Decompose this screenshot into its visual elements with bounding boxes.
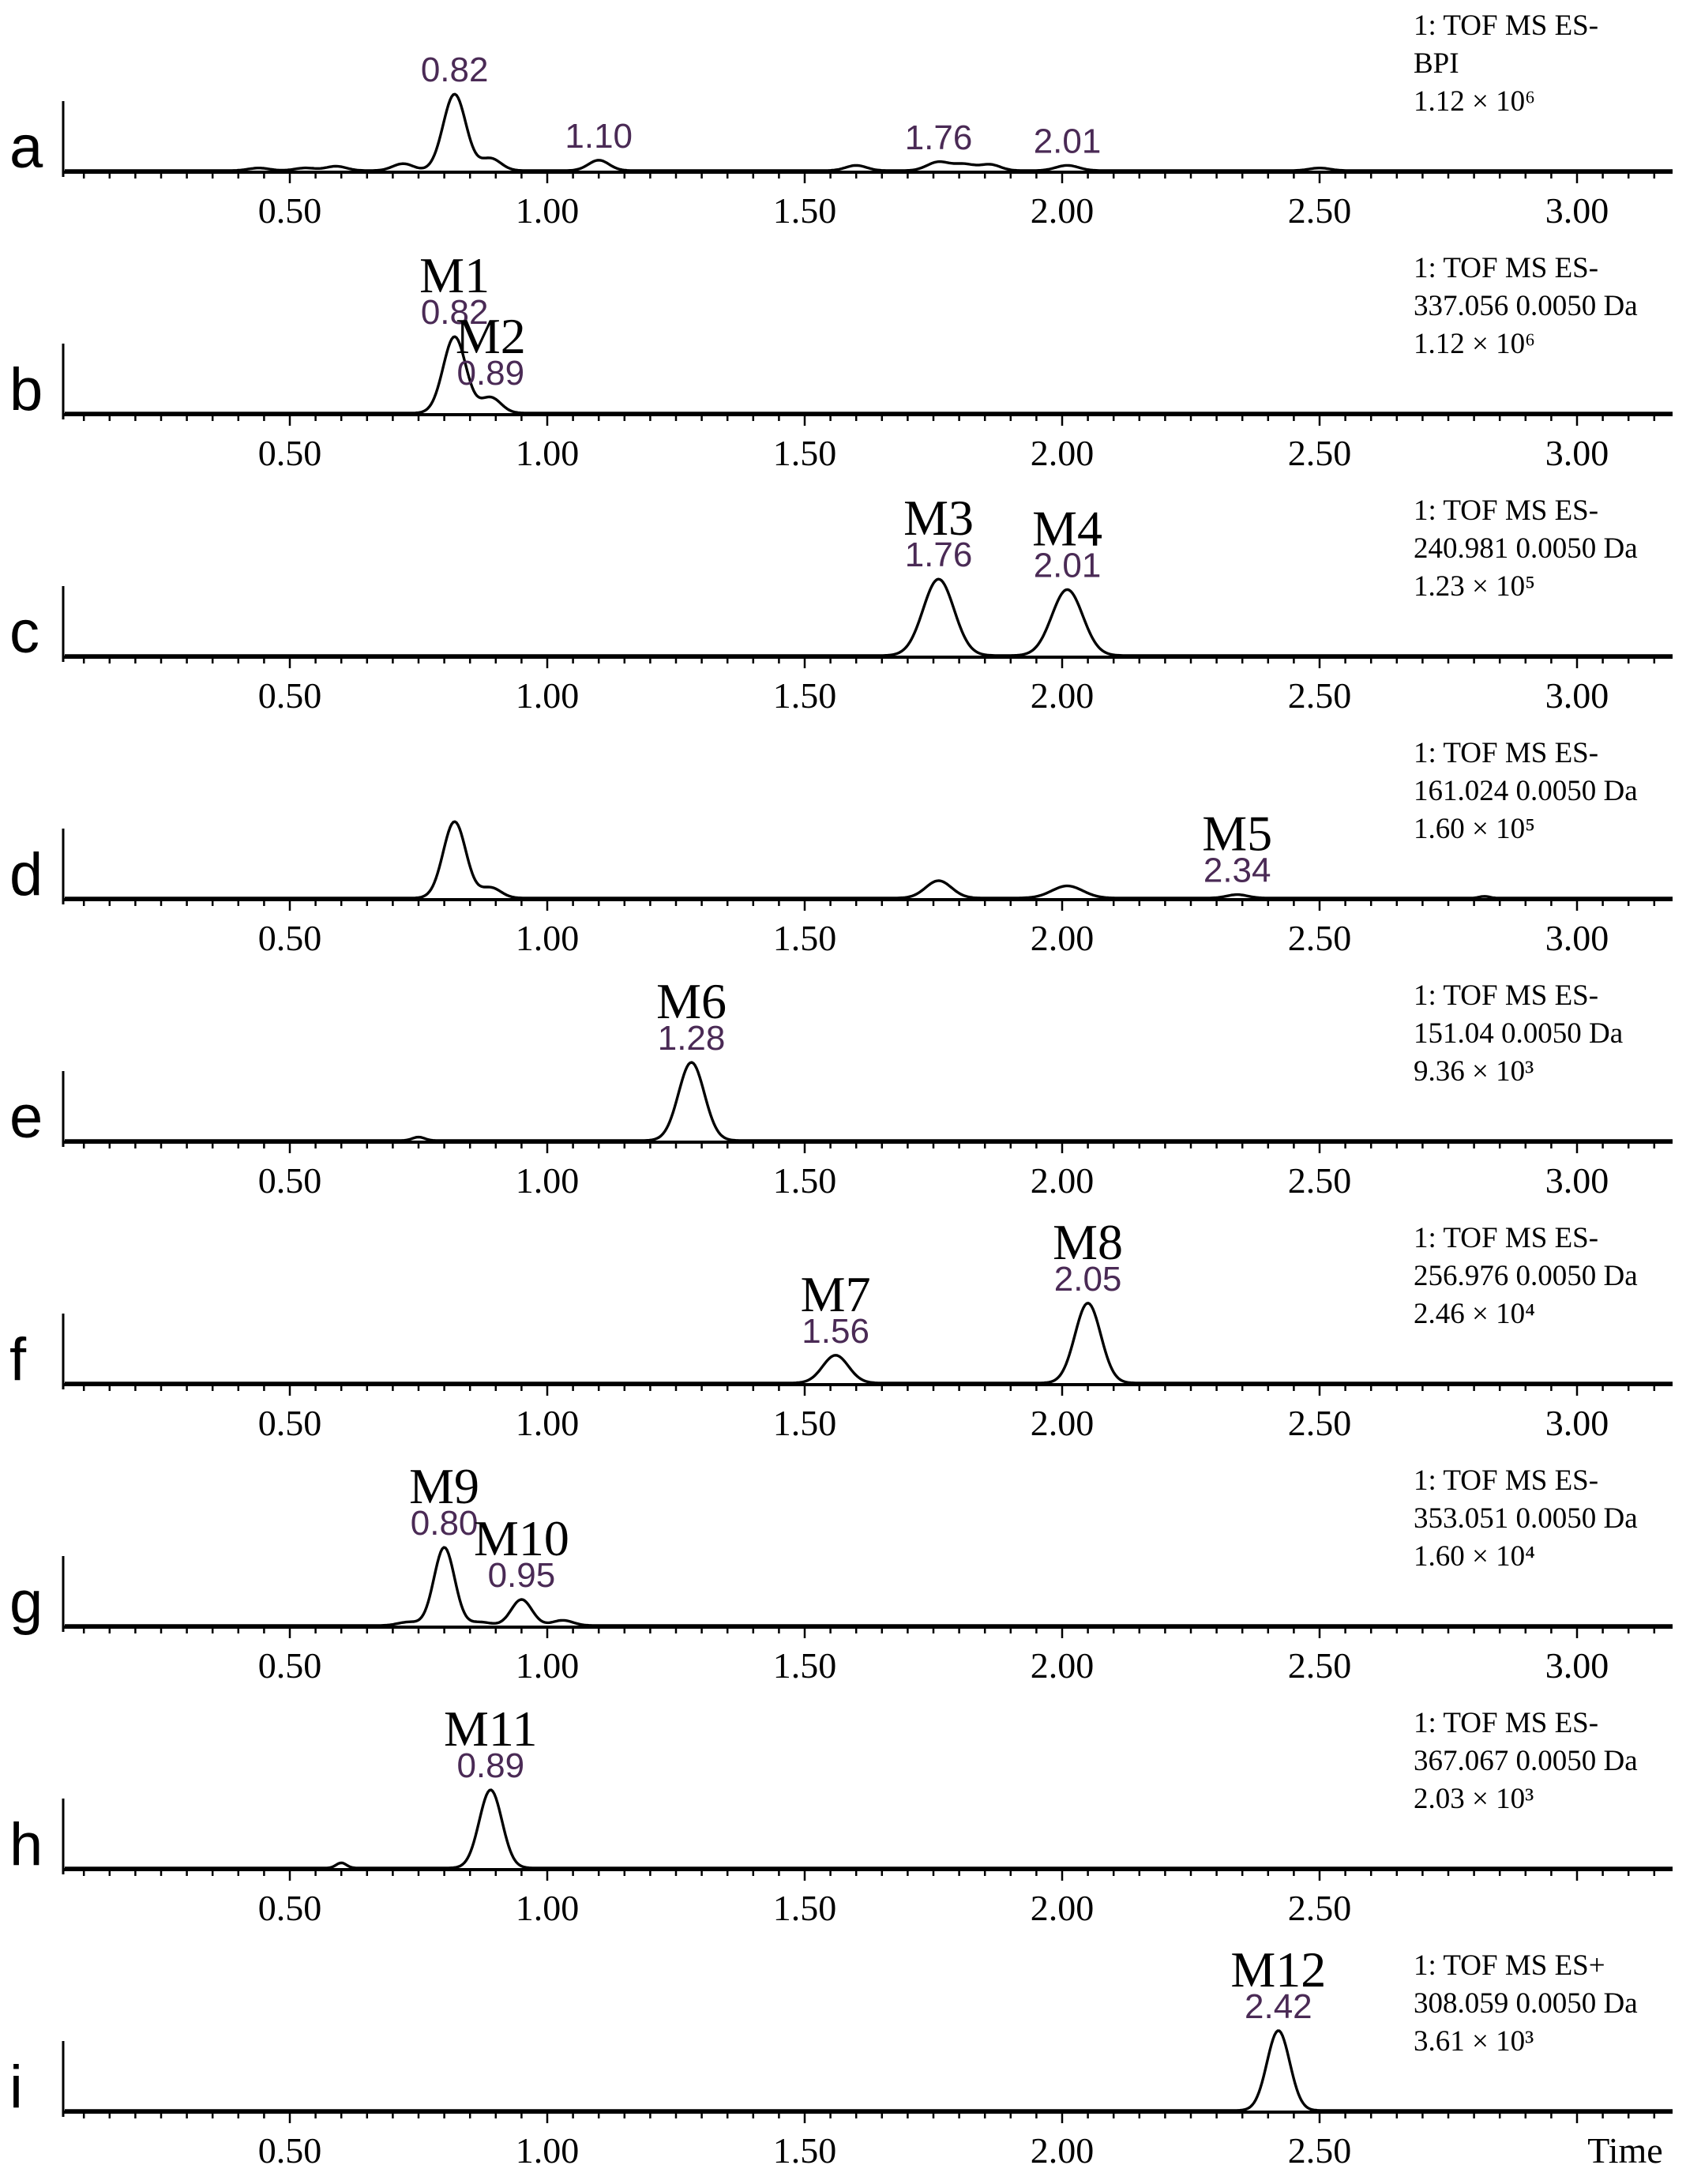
trace-info-line: 1: TOF MS ES-: [1414, 9, 1599, 42]
trace-info-line: 240.981 0.0050 Da: [1414, 532, 1638, 565]
metabolite-label: M3: [903, 490, 974, 547]
x-tick-label: 2.00: [1030, 1888, 1095, 1928]
x-tick-label: 1.50: [772, 1160, 837, 1201]
trace-info-line: 2.03 × 10³: [1414, 1783, 1534, 1815]
metabolite-label: M12: [1230, 1941, 1327, 1998]
trace-info-line: 161.024 0.0050 Da: [1414, 775, 1638, 807]
x-tick-label: 1.50: [772, 433, 837, 473]
x-tick-label: 2.50: [1287, 190, 1352, 231]
trace-info-line: 308.059 0.0050 Da: [1414, 1987, 1638, 2020]
x-tick-label: 0.50: [257, 2130, 322, 2171]
x-tick-label: 2.50: [1287, 918, 1352, 958]
peak-retention-label: 0.82: [420, 51, 489, 90]
peak-retention-label: 0.82: [420, 293, 489, 333]
peak-retention-label: 0.89: [456, 1746, 525, 1785]
chromatogram-panel-g: [9, 1458, 1673, 1686]
panel-letter: g: [9, 1569, 43, 1636]
x-tick-label: 2.00: [1030, 918, 1095, 958]
x-tick-label: 2.50: [1287, 1645, 1352, 1686]
chromatogram-panel-h: [9, 1701, 1673, 1928]
peak-retention-label: 2.42: [1245, 1987, 1312, 2026]
chromatogram-panel-a: [9, 9, 1673, 231]
trace-info-line: 1.60 × 10⁴: [1414, 1540, 1536, 1573]
metabolite-label: M2: [455, 308, 526, 365]
trace-info-line: 1: TOF MS ES-: [1414, 737, 1599, 769]
peak-retention-label: 1.56: [802, 1311, 869, 1351]
x-tick-label: 0.50: [257, 675, 322, 716]
panel-letter: f: [9, 1326, 27, 1393]
x-tick-label: 1.50: [772, 1645, 837, 1686]
metabolite-label: M8: [1053, 1213, 1124, 1270]
metabolite-label: M6: [656, 973, 727, 1029]
panel-letter: e: [9, 1084, 43, 1151]
metabolite-label: M5: [1202, 805, 1273, 862]
peak-retention-label: 2.05: [1053, 1259, 1122, 1299]
x-tick-label: 3.00: [1545, 1160, 1609, 1201]
x-tick-label: 2.50: [1287, 675, 1352, 716]
trace-info-line: 1: TOF MS ES+: [1414, 1949, 1605, 1982]
x-tick-label: 3.00: [1545, 433, 1609, 473]
x-tick-label: 3.00: [1545, 675, 1609, 716]
x-tick-label: 2.00: [1030, 190, 1095, 231]
peak-retention-label: 0.80: [410, 1504, 479, 1543]
x-tick-label: 3.00: [1545, 190, 1609, 231]
trace-info-line: 1: TOF MS ES-: [1414, 1464, 1599, 1497]
x-tick-label: 0.50: [257, 433, 322, 473]
x-tick-label: 1.00: [515, 1888, 580, 1928]
x-axis-label: Time: [1587, 2130, 1663, 2171]
metabolite-label: M9: [409, 1458, 480, 1514]
x-tick-label: 2.00: [1030, 675, 1095, 716]
chromatogram-panel-b: [9, 247, 1673, 473]
trace-info-line: 1.60 × 10⁵: [1414, 813, 1536, 845]
trace-info-line: 1: TOF MS ES-: [1414, 252, 1599, 284]
x-tick-label: 3.00: [1545, 1403, 1609, 1443]
x-tick-label: 1.00: [515, 1403, 580, 1443]
x-tick-label: 1.00: [515, 918, 580, 958]
chromatogram-panel-e: [9, 973, 1673, 1201]
x-tick-label: 1.00: [515, 2130, 580, 2171]
trace-info-line: 1.23 × 10⁵: [1414, 570, 1536, 603]
x-tick-label: 2.00: [1030, 1403, 1095, 1443]
x-tick-label: 2.00: [1030, 1645, 1095, 1686]
peak-retention-label: 1.76: [904, 536, 973, 575]
peak-retention-label: 2.01: [1033, 122, 1102, 161]
trace-info-line: 1: TOF MS ES-: [1414, 1707, 1599, 1739]
x-tick-label: 1.50: [772, 1888, 837, 1928]
x-tick-label: 0.50: [257, 190, 322, 231]
panel-letter: i: [9, 2054, 23, 2121]
trace-info-line: 9.36 × 10³: [1414, 1055, 1534, 1088]
x-tick-label: 1.50: [772, 1403, 837, 1443]
x-tick-label: 1.50: [772, 2130, 837, 2171]
x-tick-label: 2.50: [1287, 1888, 1352, 1928]
trace-info-line: 2.46 × 10⁴: [1414, 1298, 1536, 1330]
x-tick-label: 1.00: [515, 675, 580, 716]
peak-retention-label: 2.34: [1203, 851, 1271, 890]
x-tick-label: 2.00: [1030, 2130, 1095, 2171]
chromatogram-panel-d: [9, 737, 1673, 958]
peak-retention-label: 2.01: [1033, 546, 1102, 585]
x-tick-label: 2.50: [1287, 433, 1352, 473]
trace-info-line: 1: TOF MS ES-: [1414, 979, 1599, 1012]
panel-letter: c: [9, 599, 39, 666]
trace-info-line: 3.61 × 10³: [1414, 2025, 1534, 2058]
peak-retention-label: 1.76: [904, 118, 973, 157]
peak-retention-label: 1.28: [657, 1019, 726, 1058]
x-tick-label: 2.50: [1287, 1160, 1352, 1201]
chromatogram-panel-i: [9, 1942, 1673, 2171]
trace-info-line: 1: TOF MS ES-: [1414, 1222, 1599, 1254]
trace-info-line: 1.12 × 10⁶: [1414, 328, 1536, 360]
x-tick-label: 1.00: [515, 1645, 580, 1686]
trace-info-line: 1: TOF MS ES-: [1414, 494, 1599, 527]
x-tick-label: 1.00: [515, 190, 580, 231]
metabolite-label: M7: [800, 1265, 871, 1322]
x-tick-label: 2.00: [1030, 433, 1095, 473]
x-tick-label: 1.00: [515, 433, 580, 473]
metabolite-label: M10: [473, 1510, 569, 1566]
trace-info-line: 337.056 0.0050 Da: [1414, 290, 1638, 322]
chromatogram-panel-c: [9, 490, 1673, 716]
peak-retention-label: 0.95: [487, 1556, 556, 1595]
trace-info-line: 151.04 0.0050 Da: [1414, 1017, 1624, 1050]
trace-info-line: 353.051 0.0050 Da: [1414, 1502, 1638, 1535]
x-tick-label: 2.00: [1030, 1160, 1095, 1201]
panel-letter: a: [9, 114, 43, 181]
x-tick-label: 1.50: [772, 918, 837, 958]
trace-info-line: BPI: [1414, 47, 1459, 80]
x-tick-label: 3.00: [1545, 1645, 1609, 1686]
x-tick-label: 0.50: [257, 1403, 322, 1443]
trace-info-line: 256.976 0.0050 Da: [1414, 1260, 1638, 1292]
chromatogram-panel-f: [9, 1214, 1673, 1443]
x-tick-label: 3.00: [1545, 918, 1609, 958]
x-tick-label: 2.50: [1287, 1403, 1352, 1443]
x-tick-label: 1.50: [772, 675, 837, 716]
metabolite-label: M1: [419, 247, 490, 304]
peak-retention-label: 1.10: [565, 116, 633, 156]
x-tick-label: 0.50: [257, 918, 322, 958]
peak-retention-label: 0.89: [456, 354, 525, 393]
x-tick-label: 0.50: [257, 1645, 322, 1686]
x-tick-label: 0.50: [257, 1888, 322, 1928]
metabolite-label: M4: [1032, 500, 1102, 557]
metabolite-label: M11: [444, 1701, 538, 1757]
trace-info-line: 367.067 0.0050 Da: [1414, 1745, 1638, 1777]
x-tick-label: 0.50: [257, 1160, 322, 1201]
panel-letter: h: [9, 1811, 43, 1878]
trace-info-line: 1.12 × 10⁶: [1414, 85, 1536, 118]
x-tick-label: 1.00: [515, 1160, 580, 1201]
panel-letter: d: [9, 841, 43, 908]
panel-letter: b: [9, 356, 43, 423]
x-tick-label: 2.50: [1287, 2130, 1352, 2171]
x-tick-label: 1.50: [772, 190, 837, 231]
